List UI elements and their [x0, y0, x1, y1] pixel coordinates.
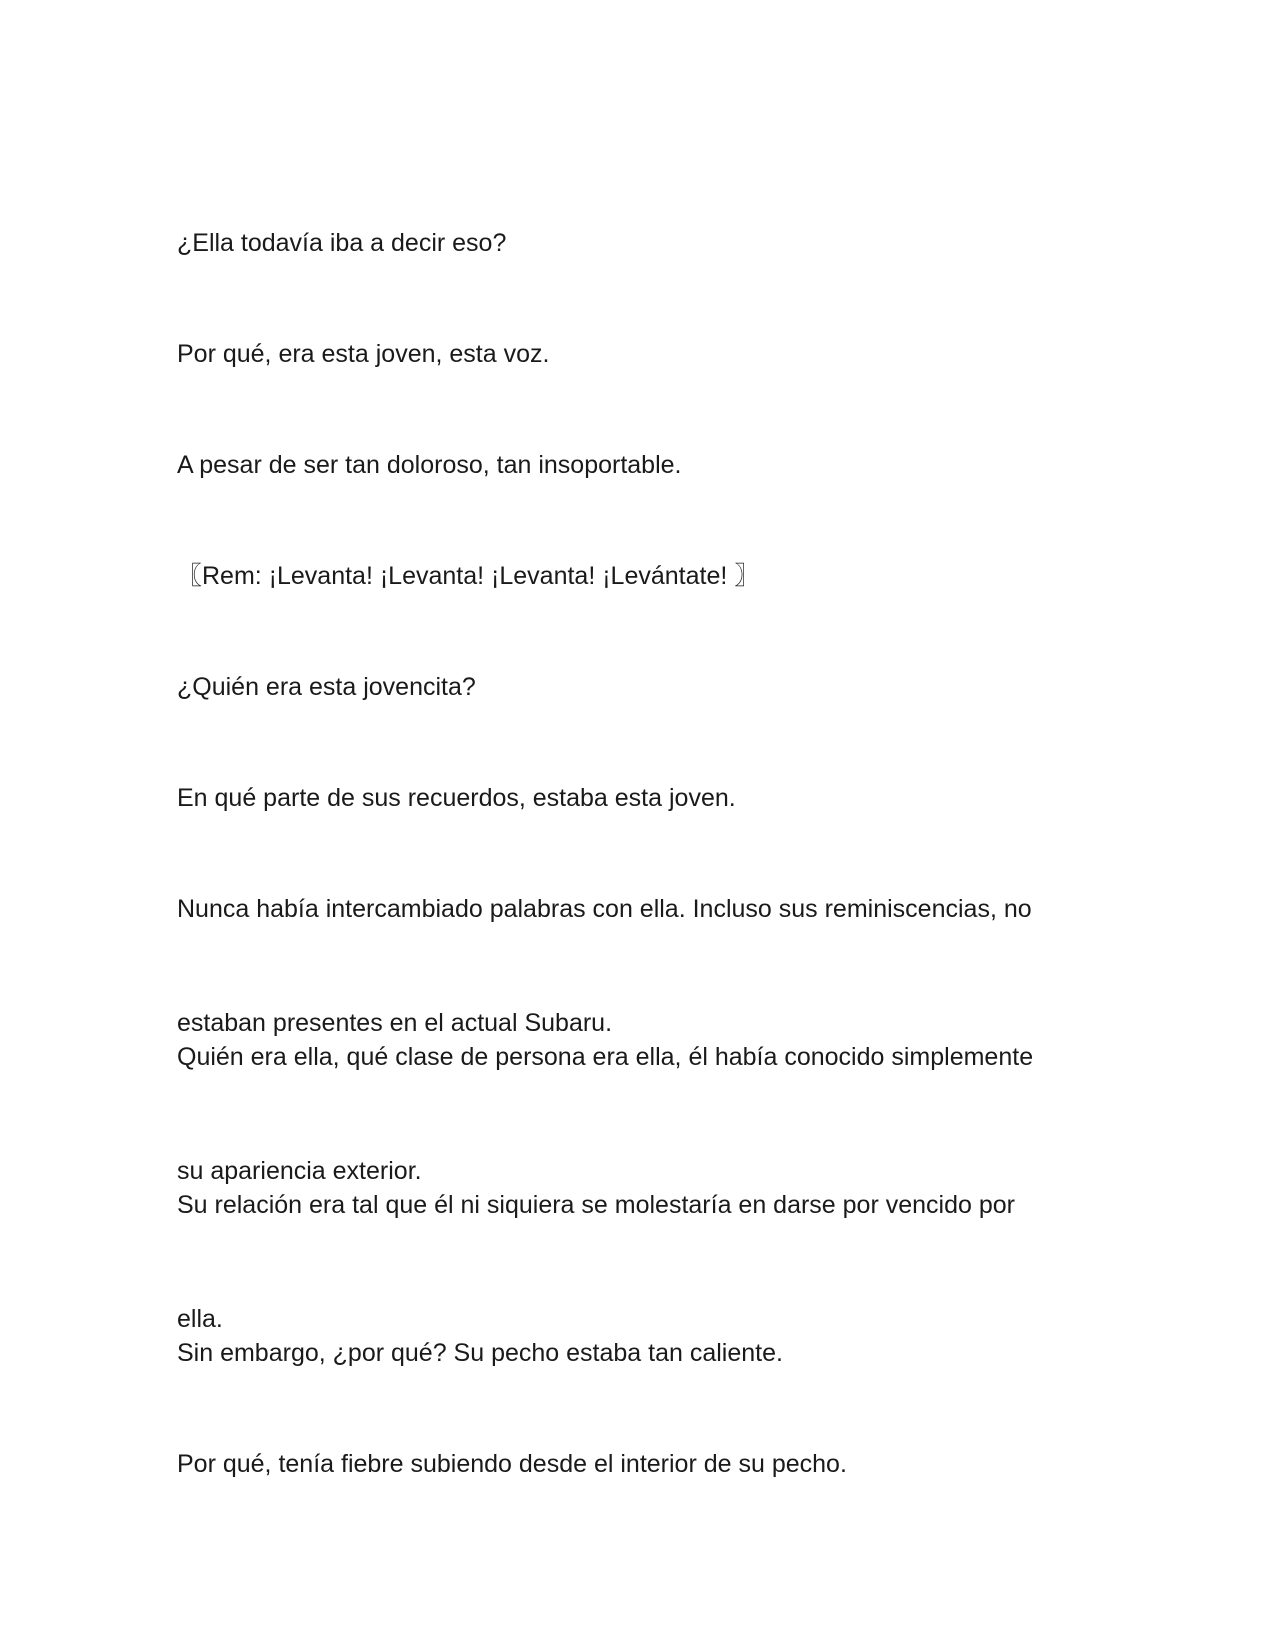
paragraph [177, 1369, 1107, 1559]
paragraph-line: 〖Rem: ¡Levanta! ¡Levanta! ¡Levanta! ¡Levántate! 〗 [177, 562, 760, 590]
paragraph-line: estaban presentes en el actual Subaru. [177, 1009, 613, 1037]
paragraph-line: su apariencia exterior. [177, 1157, 422, 1185]
paragraph-line: Por qué, tenía fiebre subiendo desde el interior de su pecho. [177, 1450, 847, 1478]
paragraph-line: Por qué, era esta joven, esta voz. [177, 340, 550, 368]
paragraph-line: ¿Ella todavía iba a decir eso? [177, 229, 507, 257]
paragraph-line: Nunca había intercambiado palabras con ella. Incluso sus reminiscencias, no [177, 895, 1032, 923]
paragraph-line: ¿Quién era esta jovencita? [177, 673, 476, 701]
paragraph-line: A pesar de ser tan doloroso, tan insoportable. [177, 451, 682, 479]
paragraph-line: Sin embargo, ¿por qué? Su pecho estaba tan caliente. [177, 1339, 783, 1367]
paragraph-line: En qué parte de sus recuerdos, estaba esta joven. [177, 784, 736, 812]
paragraph-line: Quién era ella, qué clase de persona era ella, él había conocido simplemente [177, 1043, 1034, 1071]
paragraph-line: ella. [177, 1305, 223, 1333]
paragraph-line: Su relación era tal que él ni siquiera se molestaría en darse por vencido por [177, 1191, 1015, 1219]
